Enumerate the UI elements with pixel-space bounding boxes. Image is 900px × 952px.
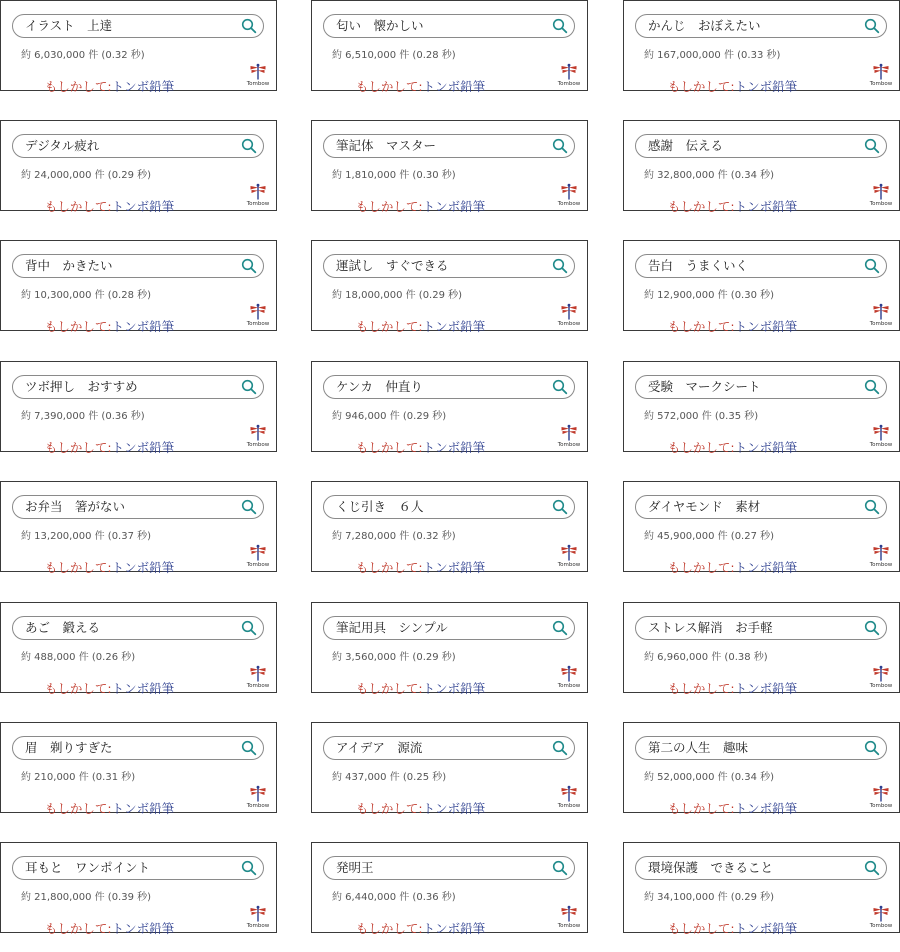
- search-input[interactable]: [323, 736, 575, 760]
- search-card: [623, 722, 900, 816]
- tombow-logo: [245, 905, 271, 929]
- tombow-logo: [868, 665, 894, 689]
- search-query: デジタル疲れ: [25, 138, 100, 153]
- dragonfly-icon: [560, 424, 578, 441]
- tombow-logo: [556, 424, 582, 448]
- did-you-mean-label: もしかして:: [355, 560, 423, 575]
- search-query: 匂い 懐かしい: [336, 18, 424, 33]
- result-count: 約 210,000 件 (0.31 秒): [21, 772, 136, 783]
- did-you-mean: [332, 423, 485, 471]
- search-card: [0, 361, 277, 455]
- tombow-logo: [245, 63, 271, 87]
- search-input[interactable]: [635, 856, 887, 880]
- dragonfly-icon: [249, 303, 267, 320]
- tombow-logo: [245, 785, 271, 809]
- search-card: [0, 120, 277, 214]
- brand-name: Tombow: [557, 683, 581, 689]
- search-icon[interactable]: [864, 138, 880, 154]
- search-input[interactable]: [323, 375, 575, 399]
- did-you-mean: [21, 302, 174, 350]
- search-input[interactable]: [12, 856, 264, 880]
- result-count: 約 32,800,000 件 (0.34 秒): [644, 170, 775, 181]
- brand-name: Tombow: [869, 562, 893, 568]
- did-you-mean-label: もしかして:: [44, 560, 112, 575]
- result-count: 約 6,960,000 件 (0.38 秒): [644, 652, 768, 663]
- brand-name: Tombow: [246, 442, 270, 448]
- search-input[interactable]: [12, 616, 264, 640]
- did-you-mean-link[interactable]: トンボ鉛筆: [422, 199, 486, 214]
- tombow-logo: [868, 183, 894, 207]
- did-you-mean: [332, 664, 485, 712]
- did-you-mean: [644, 62, 797, 110]
- dragonfly-icon: [560, 905, 578, 922]
- tombow-logo: [245, 303, 271, 327]
- tombow-logo: [868, 544, 894, 568]
- result-count: 約 24,000,000 件 (0.29 秒): [21, 170, 152, 181]
- result-count: 約 52,000,000 件 (0.34 秒): [644, 772, 775, 783]
- tombow-logo: [556, 785, 582, 809]
- search-card: [0, 602, 277, 696]
- search-query: くじ引き ６人: [336, 499, 424, 514]
- search-card: [623, 602, 900, 696]
- search-input[interactable]: [12, 736, 264, 760]
- did-you-mean-link[interactable]: トンボ鉛筆: [734, 681, 798, 696]
- did-you-mean: [644, 543, 797, 591]
- result-count: 約 10,300,000 件 (0.28 秒): [21, 290, 152, 301]
- did-you-mean: [644, 904, 797, 952]
- search-input[interactable]: [12, 14, 264, 38]
- result-count: 約 13,200,000 件 (0.37 秒): [21, 531, 152, 542]
- did-you-mean: [644, 784, 797, 832]
- search-input[interactable]: [12, 134, 264, 158]
- result-count: 約 572,000 件 (0.35 秒): [644, 411, 759, 422]
- search-query: 告白 うまくいく: [648, 258, 749, 273]
- did-you-mean-link[interactable]: トンボ鉛筆: [734, 801, 798, 816]
- dragonfly-icon: [560, 544, 578, 561]
- dragonfly-icon: [249, 183, 267, 200]
- search-query: 環境保護 できること: [648, 860, 774, 875]
- search-input[interactable]: [635, 134, 887, 158]
- search-query: アイデア 源流: [336, 740, 423, 755]
- did-you-mean: [644, 302, 797, 350]
- did-you-mean-label: もしかして:: [44, 79, 112, 94]
- search-card: [0, 722, 277, 816]
- result-count: 約 6,030,000 件 (0.32 秒): [21, 50, 145, 61]
- brand-name: Tombow: [557, 442, 581, 448]
- did-you-mean-link[interactable]: トンボ鉛筆: [422, 921, 486, 936]
- tombow-logo: [868, 63, 894, 87]
- did-you-mean-link[interactable]: トンボ鉛筆: [111, 79, 175, 94]
- did-you-mean-link[interactable]: トンボ鉛筆: [111, 560, 175, 575]
- result-count: 約 1,810,000 件 (0.30 秒): [332, 170, 456, 181]
- tombow-logo: [868, 785, 894, 809]
- result-count: 約 488,000 件 (0.26 秒): [21, 652, 136, 663]
- tombow-logo: [556, 183, 582, 207]
- search-icon[interactable]: [552, 499, 568, 515]
- brand-name: Tombow: [869, 683, 893, 689]
- search-icon[interactable]: [552, 740, 568, 756]
- search-icon[interactable]: [241, 138, 257, 154]
- dragonfly-icon: [249, 424, 267, 441]
- did-you-mean-label: もしかして:: [667, 921, 735, 936]
- did-you-mean-label: もしかして:: [355, 199, 423, 214]
- did-you-mean: [21, 423, 174, 471]
- dragonfly-icon: [560, 665, 578, 682]
- dragonfly-icon: [872, 424, 890, 441]
- did-you-mean-label: もしかして:: [44, 199, 112, 214]
- did-you-mean: [332, 182, 485, 230]
- did-you-mean-label: もしかして:: [355, 319, 423, 334]
- dragonfly-icon: [560, 183, 578, 200]
- search-query: 感謝 伝える: [648, 138, 724, 153]
- search-query: 背中 かきたい: [25, 258, 113, 273]
- search-icon[interactable]: [241, 740, 257, 756]
- result-count: 約 7,280,000 件 (0.32 秒): [332, 531, 456, 542]
- search-card: [311, 602, 588, 696]
- did-you-mean: [21, 904, 174, 952]
- search-query: あご 鍛える: [25, 620, 101, 635]
- tombow-logo: [556, 544, 582, 568]
- search-input[interactable]: [635, 495, 887, 519]
- brand-name: Tombow: [557, 803, 581, 809]
- search-icon[interactable]: [552, 860, 568, 876]
- search-icon[interactable]: [241, 499, 257, 515]
- search-query: かんじ おぼえたい: [648, 18, 761, 33]
- search-icon[interactable]: [552, 379, 568, 395]
- dragonfly-icon: [872, 183, 890, 200]
- search-icon[interactable]: [241, 379, 257, 395]
- did-you-mean-link[interactable]: トンボ鉛筆: [734, 199, 798, 214]
- search-query: ダイヤモンド 素材: [648, 499, 761, 514]
- search-query: ケンカ 仲直り: [336, 379, 423, 394]
- search-input[interactable]: [12, 375, 264, 399]
- tombow-logo: [245, 183, 271, 207]
- result-count: 約 946,000 件 (0.29 秒): [332, 411, 447, 422]
- did-you-mean-label: もしかして:: [44, 319, 112, 334]
- tombow-logo: [556, 665, 582, 689]
- did-you-mean: [332, 784, 485, 832]
- dragonfly-icon: [249, 63, 267, 80]
- search-input[interactable]: [635, 254, 887, 278]
- tombow-logo: [245, 544, 271, 568]
- brand-name: Tombow: [246, 81, 270, 87]
- dragonfly-icon: [872, 303, 890, 320]
- brand-name: Tombow: [869, 442, 893, 448]
- did-you-mean-link[interactable]: トンボ鉛筆: [734, 921, 798, 936]
- did-you-mean-label: もしかして:: [355, 801, 423, 816]
- dragonfly-icon: [560, 785, 578, 802]
- did-you-mean: [644, 423, 797, 471]
- search-card: [623, 842, 900, 936]
- did-you-mean-label: もしかして:: [355, 440, 423, 455]
- search-input[interactable]: [635, 616, 887, 640]
- search-card: [623, 240, 900, 334]
- tombow-logo: [556, 63, 582, 87]
- result-count: 約 167,000,000 件 (0.33 秒): [644, 50, 781, 61]
- did-you-mean-link[interactable]: トンボ鉛筆: [422, 801, 486, 816]
- did-you-mean-link[interactable]: トンボ鉛筆: [422, 79, 486, 94]
- search-card: [311, 240, 588, 334]
- search-input[interactable]: [12, 254, 264, 278]
- tombow-logo: [556, 905, 582, 929]
- search-input[interactable]: [12, 495, 264, 519]
- did-you-mean-label: もしかして:: [667, 560, 735, 575]
- brand-name: Tombow: [246, 201, 270, 207]
- dragonfly-icon: [249, 665, 267, 682]
- tombow-logo: [556, 303, 582, 327]
- search-icon[interactable]: [241, 620, 257, 636]
- tombow-logo: [868, 303, 894, 327]
- search-query: イラスト 上達: [25, 18, 113, 33]
- did-you-mean-label: もしかして:: [355, 79, 423, 94]
- did-you-mean-link[interactable]: トンボ鉛筆: [422, 440, 486, 455]
- search-card: [623, 120, 900, 214]
- did-you-mean-link[interactable]: トンボ鉛筆: [734, 440, 798, 455]
- search-icon[interactable]: [864, 379, 880, 395]
- did-you-mean-label: もしかして:: [667, 801, 735, 816]
- did-you-mean-link[interactable]: トンボ鉛筆: [422, 560, 486, 575]
- did-you-mean-link[interactable]: トンボ鉛筆: [734, 79, 798, 94]
- search-input[interactable]: [323, 856, 575, 880]
- search-input[interactable]: [635, 736, 887, 760]
- search-card: [623, 361, 900, 455]
- search-query: ストレス解消 お手軽: [648, 620, 773, 635]
- search-icon[interactable]: [864, 620, 880, 636]
- did-you-mean: [21, 543, 174, 591]
- dragonfly-icon: [249, 544, 267, 561]
- search-icon[interactable]: [552, 138, 568, 154]
- search-input[interactable]: [323, 254, 575, 278]
- search-card: [623, 0, 900, 94]
- result-count: 約 7,390,000 件 (0.36 秒): [21, 411, 145, 422]
- search-query: 発明王: [336, 860, 374, 875]
- result-count: 約 3,560,000 件 (0.29 秒): [332, 652, 456, 663]
- brand-name: Tombow: [869, 803, 893, 809]
- result-count: 約 12,900,000 件 (0.30 秒): [644, 290, 775, 301]
- search-card: [311, 0, 588, 94]
- search-card: [0, 481, 277, 575]
- dragonfly-icon: [560, 303, 578, 320]
- brand-name: Tombow: [869, 201, 893, 207]
- did-you-mean-label: もしかして:: [44, 681, 112, 696]
- search-query: 筆記用具 シンプル: [336, 620, 448, 635]
- result-count: 約 6,440,000 件 (0.36 秒): [332, 892, 456, 903]
- search-icon[interactable]: [241, 860, 257, 876]
- dragonfly-icon: [872, 785, 890, 802]
- search-icon[interactable]: [864, 860, 880, 876]
- tombow-logo: [868, 905, 894, 929]
- search-card: [0, 0, 277, 94]
- search-card: [311, 481, 588, 575]
- search-input[interactable]: [323, 14, 575, 38]
- search-card: [0, 240, 277, 334]
- did-you-mean-link[interactable]: トンボ鉛筆: [111, 801, 175, 816]
- search-input[interactable]: [323, 495, 575, 519]
- did-you-mean-link[interactable]: トンボ鉛筆: [111, 319, 175, 334]
- brand-name: Tombow: [246, 321, 270, 327]
- did-you-mean-label: もしかして:: [667, 79, 735, 94]
- search-query: 眉 剃りすぎた: [25, 740, 113, 755]
- dragonfly-icon: [872, 905, 890, 922]
- search-card: [311, 722, 588, 816]
- did-you-mean-label: もしかして:: [667, 440, 735, 455]
- search-card: [623, 481, 900, 575]
- search-query: 運試し すぐできる: [336, 258, 449, 273]
- search-icon[interactable]: [241, 18, 257, 34]
- did-you-mean-link[interactable]: トンボ鉛筆: [734, 560, 798, 575]
- did-you-mean: [21, 664, 174, 712]
- brand-name: Tombow: [246, 803, 270, 809]
- did-you-mean-link[interactable]: トンボ鉛筆: [111, 199, 175, 214]
- result-count: 約 437,000 件 (0.25 秒): [332, 772, 447, 783]
- did-you-mean-label: もしかして:: [44, 440, 112, 455]
- dragonfly-icon: [249, 785, 267, 802]
- did-you-mean-link[interactable]: トンボ鉛筆: [111, 681, 175, 696]
- did-you-mean: [332, 543, 485, 591]
- search-query: 耳もと ワンポイント: [25, 860, 151, 875]
- did-you-mean: [644, 182, 797, 230]
- did-you-mean: [21, 62, 174, 110]
- search-icon[interactable]: [864, 499, 880, 515]
- search-query: 第二の人生 趣味: [648, 740, 749, 755]
- brand-name: Tombow: [557, 562, 581, 568]
- search-icon[interactable]: [552, 18, 568, 34]
- search-icon[interactable]: [552, 620, 568, 636]
- search-card: [311, 120, 588, 214]
- did-you-mean-link[interactable]: トンボ鉛筆: [111, 440, 175, 455]
- did-you-mean: [21, 784, 174, 832]
- search-icon[interactable]: [552, 258, 568, 274]
- did-you-mean-label: もしかして:: [44, 801, 112, 816]
- brand-name: Tombow: [869, 81, 893, 87]
- brand-name: Tombow: [246, 683, 270, 689]
- search-query: 筆記体 マスター: [336, 138, 437, 153]
- did-you-mean: [332, 302, 485, 350]
- did-you-mean-label: もしかして:: [667, 681, 735, 696]
- result-count: 約 18,000,000 件 (0.29 秒): [332, 290, 463, 301]
- search-icon[interactable]: [864, 18, 880, 34]
- search-card: [311, 842, 588, 936]
- result-count: 約 45,900,000 件 (0.27 秒): [644, 531, 775, 542]
- search-query: お弁当 箸がない: [25, 499, 126, 514]
- search-icon[interactable]: [864, 740, 880, 756]
- search-card: [311, 361, 588, 455]
- did-you-mean-label: もしかして:: [667, 199, 735, 214]
- tombow-logo: [245, 665, 271, 689]
- brand-name: Tombow: [246, 923, 270, 929]
- result-count: 約 6,510,000 件 (0.28 秒): [332, 50, 456, 61]
- did-you-mean: [332, 904, 485, 952]
- did-you-mean-label: もしかして:: [355, 921, 423, 936]
- did-you-mean: [21, 182, 174, 230]
- search-query: ツボ押し おすすめ: [25, 379, 138, 394]
- did-you-mean-link[interactable]: トンボ鉛筆: [422, 319, 486, 334]
- did-you-mean-label: もしかして:: [667, 319, 735, 334]
- search-input[interactable]: [323, 134, 575, 158]
- search-input[interactable]: [635, 14, 887, 38]
- brand-name: Tombow: [557, 321, 581, 327]
- dragonfly-icon: [560, 63, 578, 80]
- search-query: 受験 マークシート: [648, 379, 761, 394]
- result-count: 約 21,800,000 件 (0.39 秒): [21, 892, 152, 903]
- did-you-mean: [332, 62, 485, 110]
- did-you-mean-link[interactable]: トンボ鉛筆: [734, 319, 798, 334]
- tombow-logo: [245, 424, 271, 448]
- search-icon[interactable]: [241, 258, 257, 274]
- did-you-mean-link[interactable]: トンボ鉛筆: [422, 681, 486, 696]
- brand-name: Tombow: [869, 321, 893, 327]
- did-you-mean-link[interactable]: トンボ鉛筆: [111, 921, 175, 936]
- brand-name: Tombow: [246, 562, 270, 568]
- search-input[interactable]: [323, 616, 575, 640]
- brand-name: Tombow: [557, 201, 581, 207]
- dragonfly-icon: [249, 905, 267, 922]
- search-icon[interactable]: [864, 258, 880, 274]
- dragonfly-icon: [872, 544, 890, 561]
- search-input[interactable]: [635, 375, 887, 399]
- did-you-mean: [644, 664, 797, 712]
- tombow-logo: [868, 424, 894, 448]
- search-card: [0, 842, 277, 936]
- brand-name: Tombow: [869, 923, 893, 929]
- did-you-mean-label: もしかして:: [44, 921, 112, 936]
- dragonfly-icon: [872, 665, 890, 682]
- dragonfly-icon: [872, 63, 890, 80]
- brand-name: Tombow: [557, 923, 581, 929]
- result-count: 約 34,100,000 件 (0.29 秒): [644, 892, 775, 903]
- brand-name: Tombow: [557, 81, 581, 87]
- did-you-mean-label: もしかして:: [355, 681, 423, 696]
